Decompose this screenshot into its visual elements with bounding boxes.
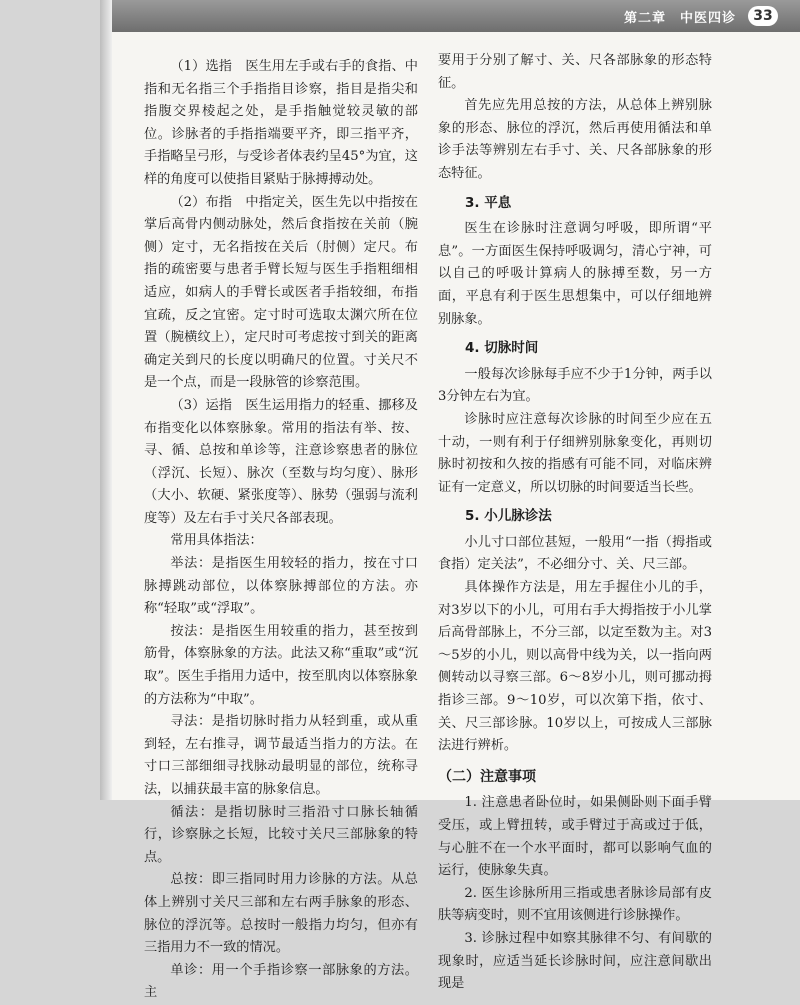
left-text-column [144,56,418,1005]
paragraph: 一般每次诊脉每手应不少于1分钟，两手以3分钟左右为宜。 [438,366,712,405]
right-text-column [438,50,712,996]
paragraph: 总按：即三指同时用力诊脉的方法。从总体上辨别寸关尺三部和左右两手脉象的形态、脉位的浮沉等。总按时一般指力均匀，但亦有三指用力不一致的情况。 [144,872,418,956]
paragraph: 常用具体指法： [170,533,263,549]
paragraph: 1. 注意患者卧位时，如果侧卧则下面手臂受压，或上臂扭转，或手臂过于高或过于低，与心脏不在一个水平面时，都可以影响气血的运行，使脉象失真。 [438,795,712,879]
paragraph: 2. 医生诊脉所用三指或患者脉诊局部有皮肤等病变时，则不宜用该侧进行诊脉操作。 [438,885,712,924]
book-spine-shadow [100,0,112,800]
section-heading: 3. 平息 [465,194,512,211]
section-heading: 4. 切脉时间 [465,340,539,357]
paragraph: 寻法：是指切脉时指力从轻到重，或从重到轻，左右推寻，调节最适当指力的方法。在寸口三部细细寻找脉动最明显的部位，统称寻法，以捕获最丰富的脉象信息。 [144,714,418,797]
paragraph: 医生在诊脉时注意调匀呼吸，即所谓“平息”。一方面医生保持呼吸调匀，清心宁神，可以自己的呼吸计算病人的脉搏至数，另一方面，平息有利于医生思想集中，可以仔细地辨别脉象。 [438,221,712,327]
paragraph: 循法：是指切脉时三指沿寸口脉长轴循行，诊察脉之长短，比较寸关尺三部脉象的特点。 [144,804,418,865]
paragraph: 小儿寸口部位甚短，一般用“一指（拇指或食指）定关法”，不必细分寸、关、尺三部。 [438,534,712,573]
paragraph: 举法：是指医生用较轻的指力，按在寸口脉搏跳动部位，以体察脉搏部位的方法。亦称“轻取”或“浮取”。 [144,556,418,617]
paragraph: （1）选指 医生用左手或右手的食指、中指和无名指三个手指指目诊察，指目是指尖和指腹交界棱起之处，是手指触觉较灵敏的部位。诊脉者的手指指端要平齐，即三指平齐，手指略呈弓形，与受诊者体表约呈45°为宜，这样的角度可以使指目紧贴于脉搏搏动处。 [144,59,418,187]
subsection-heading: （二）注意事项 [438,768,536,785]
paragraph: 3. 诊脉过程中如察其脉律不匀、有间歇的现象时，应适当延长诊脉时间，应注意间歇出现是 [438,930,712,992]
paragraph: 按法：是指医生用较重的指力，甚至按到筋骨，体察脉象的方法。此法又称“重取”或“沉取”。医生手指用力适中，按至肌肉以体察脉象的方法称为“中取”。 [144,623,418,707]
paragraph: （3）运指 医生运用指力的轻重、挪移及布指变化以体察脉象。常用的指法有举、按、寻、循、总按和单诊等，注意诊察患者的脉位（浮沉、长短）、脉次（至数与均匀度）、脉形（大小、软硬、紧张度等）、脉势（强弱与流利度等）及左右手寸关尺各部表现。 [144,397,418,526]
section-heading: 5. 小儿脉诊法 [465,508,552,525]
chapter-title: 第二章 中医四诊 [623,11,736,26]
paragraph: 具体操作方法是，用左手握住小儿的手，对3岁以下的小儿，可用右手大拇指按于小儿掌后高骨部脉上，不分三部，以定至数为主。对3～5岁的小儿，则以高骨中线为关，以一指向两侧转动以寻察三部。6～8岁小儿，则可挪动拇指诊三部。9～10岁，可以次第下指，依寸、关、尺三部诊脉。10岁以上，可按成人三部脉法进行辨析。 [438,580,712,754]
page-header-bar [112,0,800,32]
paragraph: 单诊：用一个手指诊察一部脉象的方法。主 [144,962,418,1001]
book-page [112,0,800,1001]
paragraph: 首先应先用总按的方法，从总体上辨别脉象的形态、脉位的浮沉，然后再使用循法和单诊手法等辨别左右手寸、关、尺各部脉象的形态特征。 [438,98,712,181]
page-number-badge: 33 [748,6,778,26]
paragraph: 要用于分别了解寸、关、尺各部脉象的形态特征。 [438,53,712,91]
paragraph: 诊脉时应注意每次诊脉的时间至少应在五十动，一则有利于仔细辨别脉象变化，再则切脉时初按和久按的指感有可能不同，对临床辨证有一定意义，所以切脉的时间要适当长些。 [438,411,712,495]
paragraph: （2）布指 中指定关，医生先以中指按在掌后高骨内侧动脉处，然后食指按在关前（腕侧）定寸，无名指按在关后（肘侧）定尺。布指的疏密要与患者手臂长短与医生手指粗细相适应，如病人的手臂长或医者手指较细，布指宜疏，反之宜密。定寸时可选取太渊穴所在位置（腕横纹上），定尺时可考虑按寸到关的距离确定关到尺的长度以明确尺的位置。寸关尺不是一个点，而是一段脉管的诊察范围。 [144,194,418,391]
